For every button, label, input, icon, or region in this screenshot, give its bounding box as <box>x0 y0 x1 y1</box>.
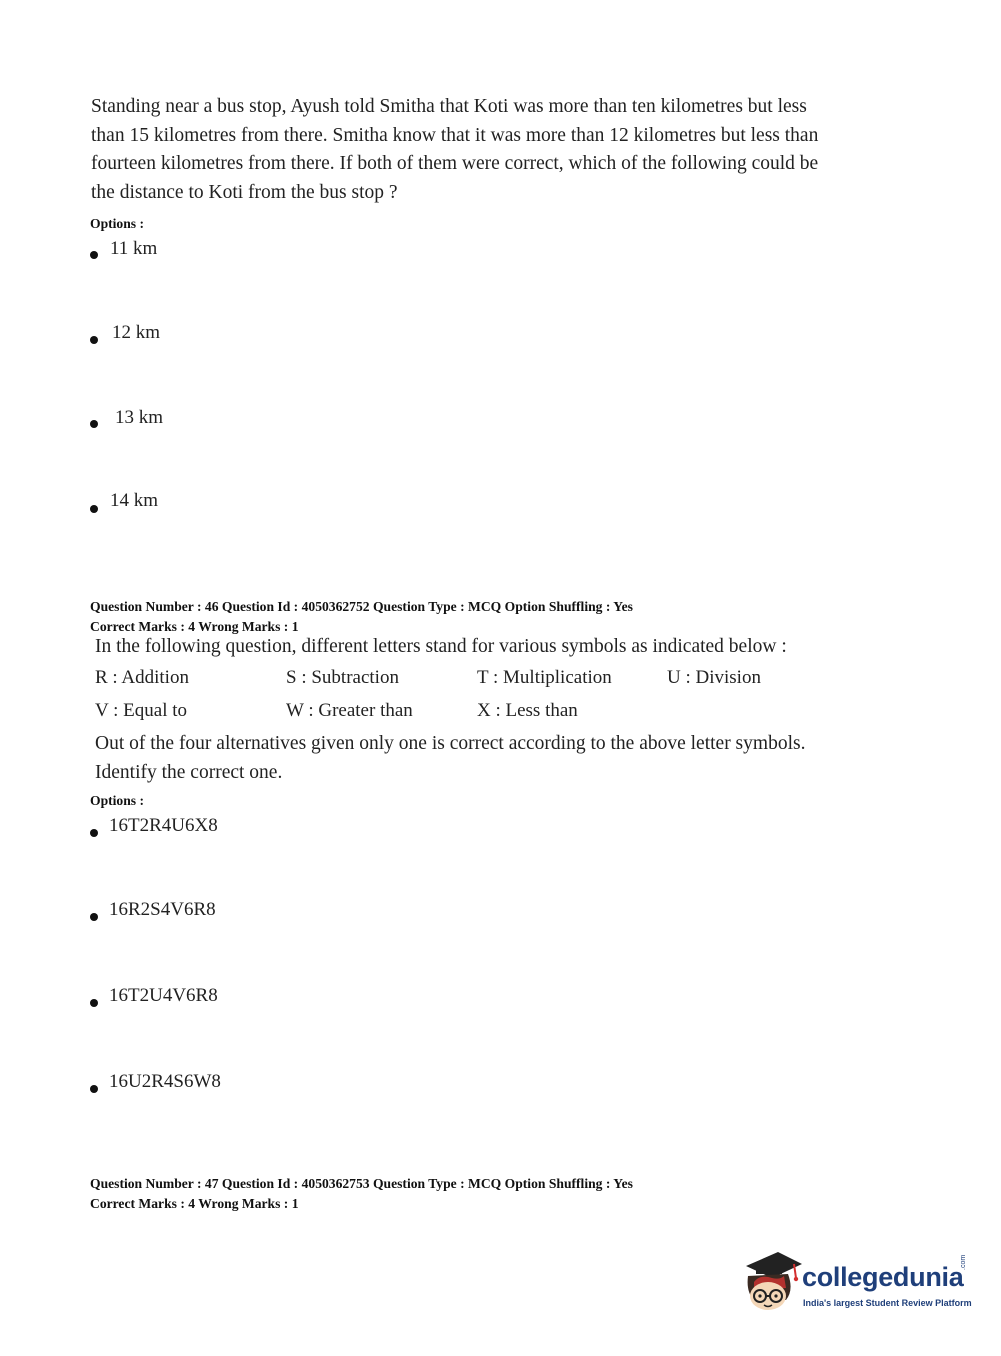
q46-option-text: 16T2R4U6X8 <box>109 815 218 836</box>
q45-option-text: 13 km <box>115 407 164 428</box>
q45-option-text: 12 km <box>112 322 161 343</box>
q46-option-text: 16U2R4S6W8 <box>109 1071 221 1092</box>
q46-question-line: Identify the correct one. <box>95 761 283 783</box>
q46-option[interactable] <box>90 899 310 925</box>
q45-question-line: the distance to Koti from the bus stop ? <box>91 181 398 203</box>
symbol-entry: S : Subtraction <box>286 667 399 688</box>
bullet-icon <box>90 336 98 344</box>
q45-question-line: than 15 kilometres from there. Smitha know that it was more than 12 kilometres but less than <box>91 124 819 146</box>
symbol-entry: U : Division <box>667 667 761 688</box>
q47-meta-line: Correct Marks : 4 Wrong Marks : 1 <box>90 1196 299 1211</box>
symbol-entry: X : Less than <box>477 700 578 721</box>
q45-question-line: Standing near a bus stop, Ayush told Smitha that Koti was more than ten kilometres but less <box>91 96 807 117</box>
q47-meta-line: Question Number : 47 Question Id : 4050362753 Question Type : MCQ Option Shuffling : Yes <box>90 1176 633 1191</box>
q45-option-text: 11 km <box>110 238 158 259</box>
bullet-icon <box>90 505 98 513</box>
q46-meta-line: Question Number : 46 Question Id : 4050362752 Question Type : MCQ Option Shuffling : Yes <box>90 599 633 614</box>
brand-suffix: .com <box>960 1254 967 1270</box>
symbol-entry: V : Equal to <box>95 700 188 721</box>
collegedunia-logo <box>742 1248 974 1320</box>
bullet-icon <box>90 829 98 837</box>
q46-option-text: 16T2U4V6R8 <box>109 985 218 1006</box>
q46-options-label: Options : <box>90 793 145 808</box>
q45-options-label: Options : <box>90 216 145 231</box>
q45-question <box>91 93 891 207</box>
q45-option[interactable] <box>90 490 290 516</box>
q46-option[interactable] <box>90 815 310 841</box>
q46-meta <box>90 597 633 637</box>
bullet-icon <box>90 251 98 259</box>
brand-name: collegedunia <box>802 1262 964 1292</box>
bullet-icon <box>90 420 98 428</box>
q45-option[interactable] <box>90 238 290 264</box>
q46-option[interactable] <box>90 985 310 1011</box>
q46-meta-line: Correct Marks : 4 Wrong Marks : 1 <box>90 619 299 634</box>
symbol-entry: T : Multiplication <box>477 667 612 688</box>
bullet-icon <box>90 1085 98 1093</box>
q45-option[interactable] <box>90 407 290 433</box>
q45-option[interactable] <box>90 322 290 348</box>
q46-option-text: 16R2S4V6R8 <box>109 899 216 920</box>
brand-tagline: India's largest Student Review Platform <box>803 1298 972 1308</box>
q47-meta <box>90 1174 633 1214</box>
q46-intro: In the following question, different letters stand for various symbols as indicated below : <box>95 636 787 657</box>
bullet-icon <box>90 999 98 1007</box>
symbol-entry: R : Addition <box>95 667 189 688</box>
q45-question-line: fourteen kilometres from there. If both of them were correct, which of the following could be <box>91 153 819 174</box>
mascot-icon <box>742 1248 804 1316</box>
q46-question <box>95 730 895 787</box>
bullet-icon <box>90 913 98 921</box>
symbol-entry: W : Greater than <box>286 700 413 721</box>
q46-option[interactable] <box>90 1071 310 1097</box>
q45-option-text: 14 km <box>110 490 159 511</box>
q46-question-line: Out of the four alternatives given only one is correct according to the above letter symbols. <box>95 733 806 754</box>
